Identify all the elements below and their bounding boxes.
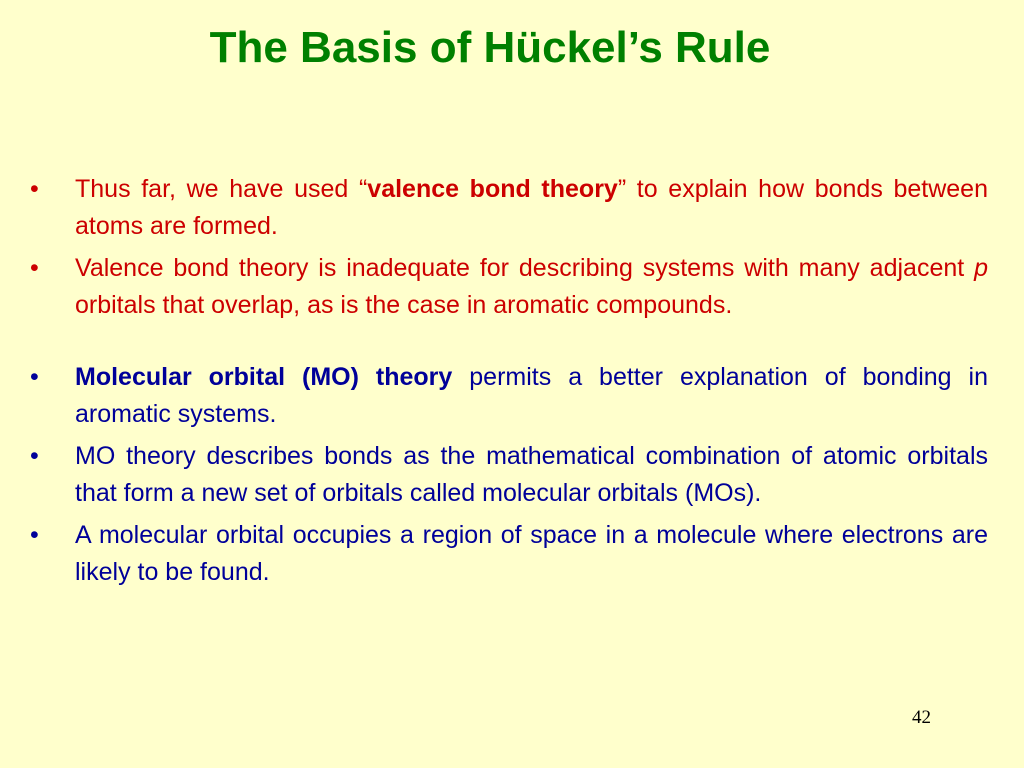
bullet-item-valence-bond-inadequate — [30, 250, 988, 324]
bullet-text-bold: Molecular orbital (MO) theory — [75, 363, 453, 391]
bullet-text-bold: valence bond theory — [367, 175, 618, 203]
bullet-item-valence-bond-used — [30, 171, 988, 245]
bullet-text-post: ” to explain how bonds between atoms are formed. — [75, 175, 988, 240]
bullet-text: MO theory describes bonds as the mathematical combination of atomic orbitals that form a new set of orbitals called molecular orbitals (MOs). — [75, 442, 988, 507]
bullet-text-pre: Thus far, we have used “ — [75, 175, 368, 203]
bullet-dot: • — [30, 363, 39, 391]
bullet-dot: • — [30, 254, 39, 282]
bullet-dot: • — [30, 521, 39, 549]
bullet-item-mo-theory-describes — [30, 438, 988, 512]
bullet-dot: • — [30, 442, 39, 470]
slide-title: The Basis of Hückel’s Rule — [209, 23, 771, 72]
page-number: 42 — [912, 707, 931, 728]
bullet-text-post: permits a better explanation of bonding in aromatic systems. — [75, 363, 988, 428]
bullet-dot: • — [30, 175, 39, 203]
bullet-item-mo-theory-intro — [30, 359, 988, 433]
bullet-text-post: orbitals that overlap, as is the case in aromatic compounds. — [75, 291, 733, 319]
bullet-list — [30, 171, 988, 596]
bullet-text: A molecular orbital occupies a region of space in a molecule where electrons are likely to be found. — [75, 521, 988, 586]
bullet-text-pre: Valence bond theory is inadequate for describing systems with many adjacent — [75, 254, 975, 282]
bullet-item-molecular-orbital-region — [30, 517, 988, 591]
bullet-text-italic: p — [974, 254, 988, 282]
